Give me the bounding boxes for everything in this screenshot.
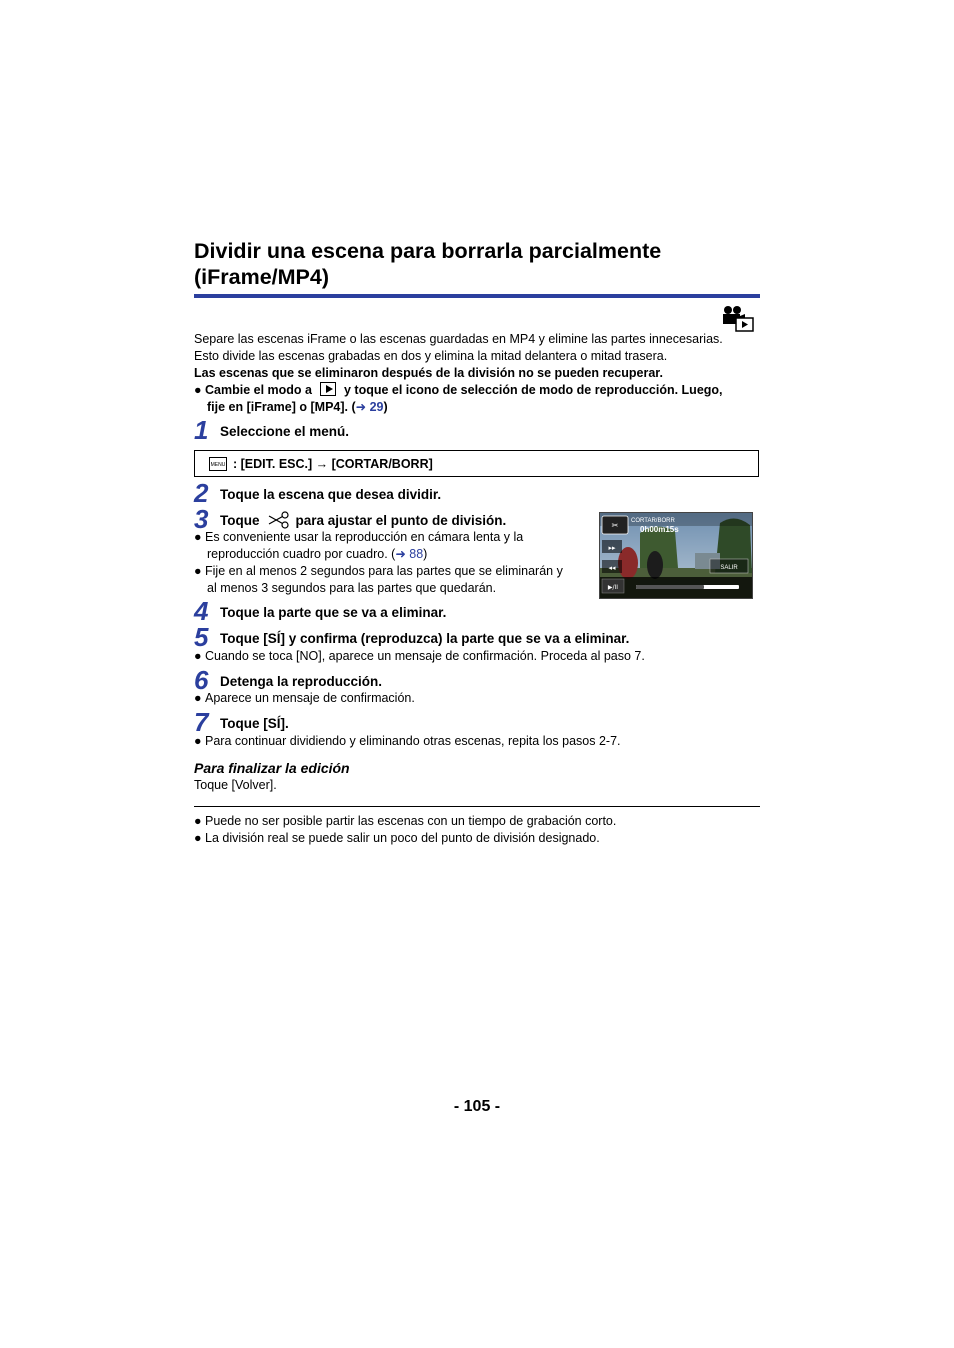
exit-label: SALIR xyxy=(720,565,738,571)
step-7-bullet-1 xyxy=(194,733,621,750)
note-1 xyxy=(194,813,616,830)
intro-warning: Las escenas que se eliminaron después de la división no se pueden recuperar. xyxy=(194,366,663,380)
svg-text:✂: ✂ xyxy=(611,521,619,530)
menu-path-box xyxy=(194,450,759,477)
step-5-bullet-1 xyxy=(194,648,645,665)
step-3-bullet-1-line-1: Es conveniente usar la reproducción en cámara lenta y la xyxy=(205,530,524,544)
page-title xyxy=(194,238,794,290)
step-6-bullet-1 xyxy=(194,690,415,707)
bullet: ● xyxy=(194,831,202,845)
note-2 xyxy=(194,830,600,847)
step-2-text: Toque la escena que desea dividir. xyxy=(220,487,442,502)
step-5-text: Toque [SÍ] y confirma (reproduzca) la parte que se va a eliminar. xyxy=(220,631,630,646)
step-6-number: 6 xyxy=(194,665,209,695)
intro-note-end: ) xyxy=(383,400,388,414)
step-3-bullet-2-line-1: Fije en al menos 2 segundos para las partes que se eliminarán y xyxy=(205,564,563,578)
finish-text: Toque [Volver]. xyxy=(194,778,277,792)
note-2-text: La división real se puede salir un poco del punto de división designado. xyxy=(205,831,600,845)
step-3-text-b: para ajustar el punto de división. xyxy=(295,513,507,528)
intro-line-1: Separe las escenas iFrame o las escenas guardadas en MP4 y elimine las partes innecesarias. xyxy=(194,332,723,346)
camera-screen-illustration xyxy=(599,512,753,599)
playback-mode-icon xyxy=(320,382,336,396)
step-7-bullet-1-text: Para continuar dividiendo y eliminando otras escenas, repita los pasos 2-7. xyxy=(205,734,621,748)
title-underline xyxy=(194,294,760,298)
svg-text:▸▸: ▸▸ xyxy=(608,544,616,552)
title-line-1: Dividir una escena para borrarla parcialmente xyxy=(194,239,662,263)
step-3-bullet-2-line-2: al menos 3 segundos para las partes que quedarán. xyxy=(207,581,497,595)
step-1-text: Seleccione el menú. xyxy=(220,424,350,439)
step-4-text: Toque la parte que se va a eliminar. xyxy=(220,605,447,620)
step-3-number: 3 xyxy=(194,504,209,534)
step-3-bullet-1-cont xyxy=(207,546,427,563)
finish-heading: Para finalizar la edición xyxy=(194,760,350,776)
bullet: ● xyxy=(194,734,202,748)
intro-line-2: Esto divide las escenas grabadas en dos y elimina la mitad delantera o mitad trasera. xyxy=(194,349,668,363)
divider xyxy=(194,806,760,807)
menu-path-text: : [EDIT. ESC.] → [CORTAR/BORR] xyxy=(233,456,433,471)
step-3-bullet-1-line-2: reproducción cuadro por cuadro. ( xyxy=(207,547,396,561)
intro-note-b: y toque el icono de selección de modo de reproducción. Luego, xyxy=(343,383,723,397)
bullet: ● xyxy=(194,564,202,578)
step-3-bullet-1-end: ) xyxy=(423,547,428,561)
svg-text:▶/II: ▶/II xyxy=(607,584,619,591)
step-3-bullet-1 xyxy=(194,529,523,546)
step-5-number: 5 xyxy=(194,622,209,652)
scissors-icon xyxy=(266,511,290,529)
note-1-text: Puede no ser posible partir las escenas con un tiempo de grabación corto. xyxy=(205,814,617,828)
page-link-88[interactable]: ➜ 88 xyxy=(395,547,424,561)
bullet: ● xyxy=(194,530,202,544)
progress-fill xyxy=(636,585,704,589)
bullet: ● xyxy=(194,383,202,397)
svg-text:◂◂: ◂◂ xyxy=(608,564,616,572)
page-link-29[interactable]: ➜ 29 xyxy=(355,400,384,414)
bullet: ● xyxy=(194,649,202,663)
step-1-number: 1 xyxy=(194,415,209,445)
step-6-text: Detenga la reproducción. xyxy=(220,674,383,689)
intro-note-a: Cambie el modo a xyxy=(205,383,312,397)
step-2-number: 2 xyxy=(194,478,209,508)
step-7-text: Toque [SÍ]. xyxy=(220,716,289,731)
intro-note xyxy=(194,382,723,399)
screen-mode-label: CORTAR/BORR xyxy=(631,518,675,524)
intro-note-c: fije en [iFrame] o [MP4]. ( xyxy=(207,400,356,414)
step-4-number: 4 xyxy=(194,596,209,626)
step-7-number: 7 xyxy=(194,707,209,737)
title-line-2: (iFrame/MP4) xyxy=(194,265,330,289)
bullet: ● xyxy=(194,814,202,828)
page-number: - 105 - xyxy=(453,1098,501,1115)
step-6-bullet-1-text: Aparece un mensaje de confirmación. xyxy=(205,691,415,705)
step-3-text-a: Toque xyxy=(220,513,260,528)
menu-icon: MENU xyxy=(209,457,227,471)
intro-note-line-2 xyxy=(207,399,388,416)
step-5-bullet-1-text: Cuando se toca [NO], aparece un mensaje de confirmación. Proceda al paso 7. xyxy=(205,649,645,663)
video-playback-mode-icon xyxy=(720,305,754,332)
step-3-bullet-2 xyxy=(194,563,563,580)
bullet: ● xyxy=(194,691,202,705)
step-3-text xyxy=(220,511,506,530)
screen-timecode: 0h00m15s xyxy=(640,525,679,534)
